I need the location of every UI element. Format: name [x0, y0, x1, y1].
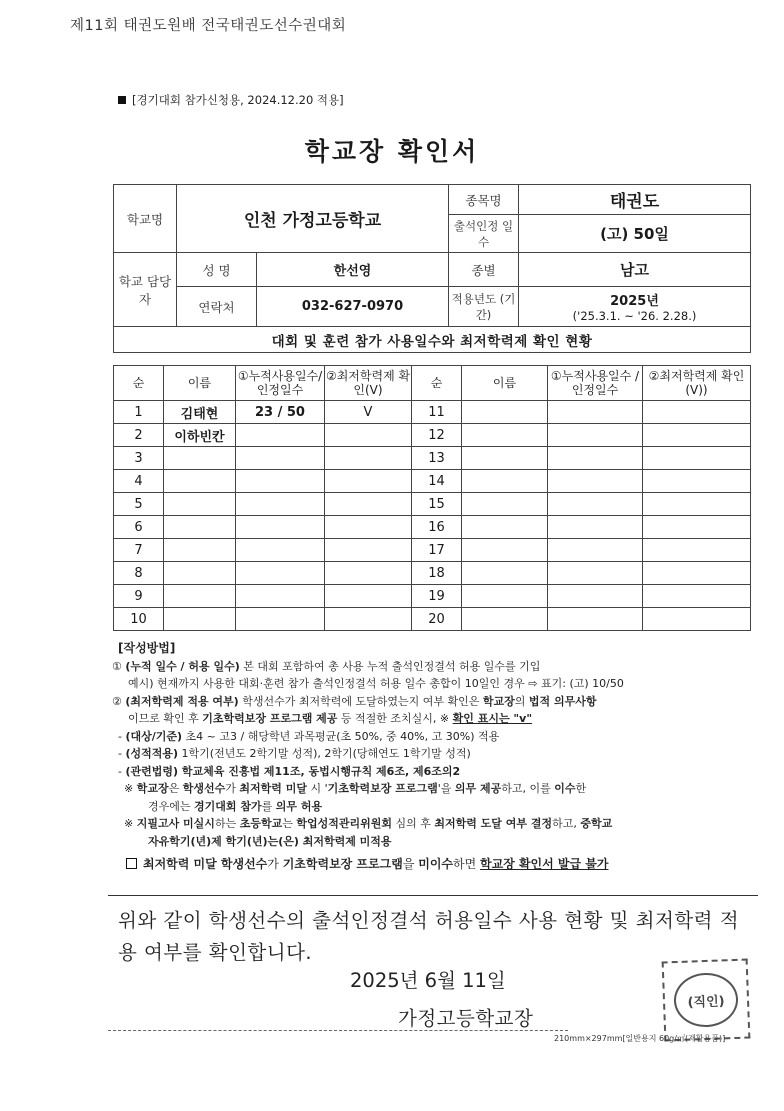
row-check-2: [643, 516, 751, 539]
row-no-2: 12: [412, 424, 462, 447]
divider: [108, 895, 758, 896]
row-name: [164, 608, 236, 631]
form-version-text: [경기대회 참가신청용, 2024.12.20 적용]: [132, 93, 344, 107]
instruction-1: [112, 658, 762, 676]
gender-label: 종별: [449, 253, 519, 287]
table-row: [114, 401, 751, 424]
t: 시 ': [306, 782, 328, 795]
row-check-2: [643, 401, 751, 424]
t: (대상/기준): [125, 729, 183, 743]
t: 최저학력 미달: [239, 782, 307, 795]
t: 학교장: [482, 694, 515, 708]
row-name-2: [462, 493, 548, 516]
row-name: 김태현: [164, 401, 236, 424]
row-name-2: [462, 608, 548, 631]
t: 학생선수: [182, 782, 226, 795]
t: 하고, 이를: [501, 782, 555, 795]
t: 을: [402, 857, 419, 871]
table-row: [114, 585, 751, 608]
row-days-2: [548, 470, 643, 493]
t: 등 적절한 조치실시, ※: [337, 712, 453, 725]
t: 자유학기(년)제 학기(년)는(은): [148, 834, 303, 848]
row-no: 1: [114, 401, 164, 424]
manager-label: 학교 담당자: [114, 253, 177, 327]
t: 학생선수가 최저학력에 도달하였는지 여부 확인은: [238, 694, 483, 708]
instruction-1-example: 예시) 현재까지 사용한 대회·훈련 참가 출석인정결석 허용 일수 총합이 10일인 경우 ⇨ 표기: (고) 10/50: [128, 677, 624, 690]
t: 초4 ~ 고3 / 해당학년 과목평균(초 50%, 중 40%, 고 30%) 적용: [182, 729, 500, 743]
row-days-2: [548, 447, 643, 470]
t: -: [118, 729, 126, 743]
signature-line: [108, 1030, 568, 1031]
days-label: 출석인정 일수: [449, 215, 519, 253]
row-no: 6: [114, 516, 164, 539]
t: 학업성적관리위원회: [296, 817, 392, 830]
t: 기초학력보장 프로그램 제공: [202, 712, 338, 725]
row-check: [325, 493, 412, 516]
row-check-2: [643, 447, 751, 470]
t: 이므로 확인 후: [128, 712, 203, 725]
t: 은: [168, 782, 183, 795]
period-value: ('25.3.1. ~ '26. 2.28.): [572, 309, 697, 323]
col-header-no: 순: [114, 366, 164, 401]
note-2-cont: [112, 833, 762, 851]
col-header-no-2: 순: [412, 366, 462, 401]
t: (성적적용): [125, 747, 179, 760]
row-days-2: [548, 562, 643, 585]
t: 를: [261, 799, 276, 813]
table-row: [114, 516, 751, 539]
row-no-2: 20: [412, 608, 462, 631]
row-name: [164, 516, 236, 539]
row-days: [236, 470, 325, 493]
t: ※: [124, 782, 137, 795]
row-check-2: [643, 608, 751, 631]
t: 미이수: [418, 857, 454, 871]
row-name-2: [462, 470, 548, 493]
t: 가: [225, 782, 240, 795]
row-check: [325, 562, 412, 585]
t: -: [118, 764, 126, 778]
t: 기초학력보장 프로그램: [327, 782, 438, 795]
row-name: [164, 493, 236, 516]
col-header-check: ②최저학력제 확인(V): [325, 366, 412, 401]
row-days-2: [548, 493, 643, 516]
t: (누적 일수 / 허용 일수): [125, 659, 240, 673]
t: 경기대회 참가: [194, 799, 262, 813]
days-value: (고) 50일: [519, 215, 751, 253]
row-check: [325, 424, 412, 447]
t: 학교장: [136, 782, 169, 795]
row-days: [236, 516, 325, 539]
t: 한: [575, 782, 587, 795]
paper-spec: 210mm×297mm[일반용지 60g/㎡(재활용품)]: [554, 1034, 726, 1043]
row-no: 7: [114, 539, 164, 562]
note-2: [112, 815, 762, 833]
event-label: 종목명: [449, 185, 519, 215]
row-days-2: [548, 424, 643, 447]
row-name: [164, 447, 236, 470]
row-name-2: [462, 516, 548, 539]
t: 의무 제공: [454, 782, 502, 795]
table-row: [114, 562, 751, 585]
row-check-2: [643, 562, 751, 585]
gender-value: 남고: [519, 253, 751, 287]
row-days-2: [548, 539, 643, 562]
t: '을: [437, 782, 455, 795]
row-name-2: [462, 585, 548, 608]
row-no-2: 18: [412, 562, 462, 585]
row-days: [236, 539, 325, 562]
row-no: 5: [114, 493, 164, 516]
year-value: 2025년: [610, 294, 659, 309]
school-label: 학교명: [114, 185, 177, 253]
instruction-law: [112, 763, 762, 781]
t: (관련법령) 학교체육 진흥법 제11조, 동법시행규칙 제6조, 제6조의2: [125, 764, 461, 778]
col-header-days: ①누적사용일수/ 인정일수: [236, 366, 325, 401]
t: ②: [112, 694, 126, 708]
row-no-2: 14: [412, 470, 462, 493]
row-name: [164, 470, 236, 493]
row-no-2: 11: [412, 401, 462, 424]
row-days-2: [548, 516, 643, 539]
row-no: 4: [114, 470, 164, 493]
t: 본 대회 포함하여 총 사용 누적 출석인정결석 허용 일수를 기입: [239, 659, 541, 673]
document-header: 제11회 태권도원배 전국태권도선수권대회: [70, 18, 347, 34]
row-name-2: [462, 539, 548, 562]
name-label: 성 명: [177, 253, 257, 287]
row-no: 10: [114, 608, 164, 631]
t: 최저학력 미달 학생선수: [143, 857, 268, 871]
instruction-2: [112, 693, 762, 711]
instructions-heading: [작성방법]: [118, 641, 176, 655]
row-no: 9: [114, 585, 164, 608]
t: 의무 허용: [275, 799, 323, 813]
table-row: [114, 608, 751, 631]
row-days-2: [548, 608, 643, 631]
t: 기초학력보장 프로그램: [282, 857, 403, 871]
row-check: [325, 585, 412, 608]
page-title: 학교장 확인서: [304, 137, 480, 166]
row-days: [236, 493, 325, 516]
t: 학교장 확인서 발급 불가: [480, 857, 609, 871]
t: 의: [514, 694, 529, 708]
status-subheading: 대회 및 훈련 참가 사용일수와 최저학력제 확인 현황: [114, 327, 751, 353]
t: 지필고사 미실시: [136, 817, 215, 830]
t: 1학기(전년도 2학기말 성적), 2학기(당해연도 1학기말 성적): [178, 747, 471, 760]
col-header-check-2: ②최저학력제 확인(V)): [643, 366, 751, 401]
row-days-2: [548, 401, 643, 424]
warning-box-icon: [126, 858, 137, 869]
t: 경우에는: [148, 799, 195, 813]
issue-date: 2025년 6월 11일: [350, 969, 506, 992]
form-version-tag: [118, 92, 344, 108]
row-days: [236, 608, 325, 631]
confirmation-statement: 위와 같이 학생선수의 출석인정결석 허용일수 사용 현황 및 최저학력 적용 여부를 확인합니다.: [118, 909, 740, 964]
t: 최저학력제 미적용: [302, 834, 392, 848]
warning-line: [112, 856, 762, 874]
row-check-2: [643, 539, 751, 562]
row-check: V: [325, 401, 412, 424]
t: ①: [112, 659, 126, 673]
t: (최저학력제 적용 여부): [125, 694, 239, 708]
row-check-2: [643, 470, 751, 493]
row-no: 2: [114, 424, 164, 447]
row-name-2: [462, 401, 548, 424]
instructions: [112, 640, 762, 874]
row-check-2: [643, 424, 751, 447]
t: 하면: [453, 857, 481, 871]
info-table: [113, 184, 751, 353]
instruction-target: [112, 728, 762, 746]
t: 하고,: [552, 817, 581, 830]
official-seal: [662, 959, 751, 1042]
t: 최저학력 도달 여부 결정: [434, 817, 553, 830]
row-check-2: [643, 493, 751, 516]
year-cell: [519, 287, 751, 327]
t: -: [118, 747, 126, 760]
row-days: [236, 585, 325, 608]
t: 가: [267, 857, 283, 871]
col-header-name: 이름: [164, 366, 236, 401]
t: 확인 표시는 "v": [452, 712, 533, 725]
row-days: 23 / 50: [236, 401, 325, 424]
instruction-2-cont: [112, 710, 762, 728]
row-days: [236, 562, 325, 585]
row-name-2: [462, 447, 548, 470]
row-name: [164, 585, 236, 608]
row-check: [325, 539, 412, 562]
table-row: [114, 470, 751, 493]
row-no-2: 17: [412, 539, 462, 562]
row-days-2: [548, 585, 643, 608]
row-check: [325, 608, 412, 631]
seal-text: (직인): [673, 972, 739, 1028]
table-row: [114, 424, 751, 447]
note-1-cont: [112, 798, 762, 816]
row-no: 8: [114, 562, 164, 585]
table-row: [114, 447, 751, 470]
t: 하는: [214, 817, 240, 830]
t: 는: [282, 817, 297, 830]
t: 중학교: [580, 817, 613, 830]
row-days: [236, 424, 325, 447]
row-no-2: 13: [412, 447, 462, 470]
row-name-2: [462, 424, 548, 447]
contact-value: 032-627-0970: [257, 287, 449, 327]
roster-table: [113, 365, 751, 631]
event-value: 태권도: [519, 185, 751, 215]
row-name-2: [462, 562, 548, 585]
row-check: [325, 470, 412, 493]
t: 심의 후: [391, 817, 435, 830]
col-header-name-2: 이름: [462, 366, 548, 401]
row-no-2: 16: [412, 516, 462, 539]
row-no-2: 15: [412, 493, 462, 516]
row-days: [236, 447, 325, 470]
t: 초등학교: [239, 817, 283, 830]
col-header-days-2: ①누적사용일수 /인정일수: [548, 366, 643, 401]
table-row: [114, 493, 751, 516]
contact-label: 연락처: [177, 287, 257, 327]
t: 법적 의무사항: [528, 694, 597, 708]
row-check: [325, 516, 412, 539]
row-name: 이하빈칸: [164, 424, 236, 447]
name-value: 한선영: [257, 253, 449, 287]
row-no-2: 19: [412, 585, 462, 608]
row-name: [164, 539, 236, 562]
year-label: 적용년도 (기간): [449, 287, 519, 327]
t: 이수: [554, 782, 576, 795]
note-1: [112, 780, 762, 798]
instruction-grades: [112, 745, 762, 763]
square-bullet-icon: [118, 96, 126, 104]
row-no: 3: [114, 447, 164, 470]
principal-signature: 가정고등학교장: [398, 1007, 534, 1030]
table-row: [114, 539, 751, 562]
row-name: [164, 562, 236, 585]
t: ※: [124, 817, 137, 830]
row-check-2: [643, 585, 751, 608]
row-check: [325, 447, 412, 470]
school-name: 인천 가정고등학교: [177, 185, 449, 253]
